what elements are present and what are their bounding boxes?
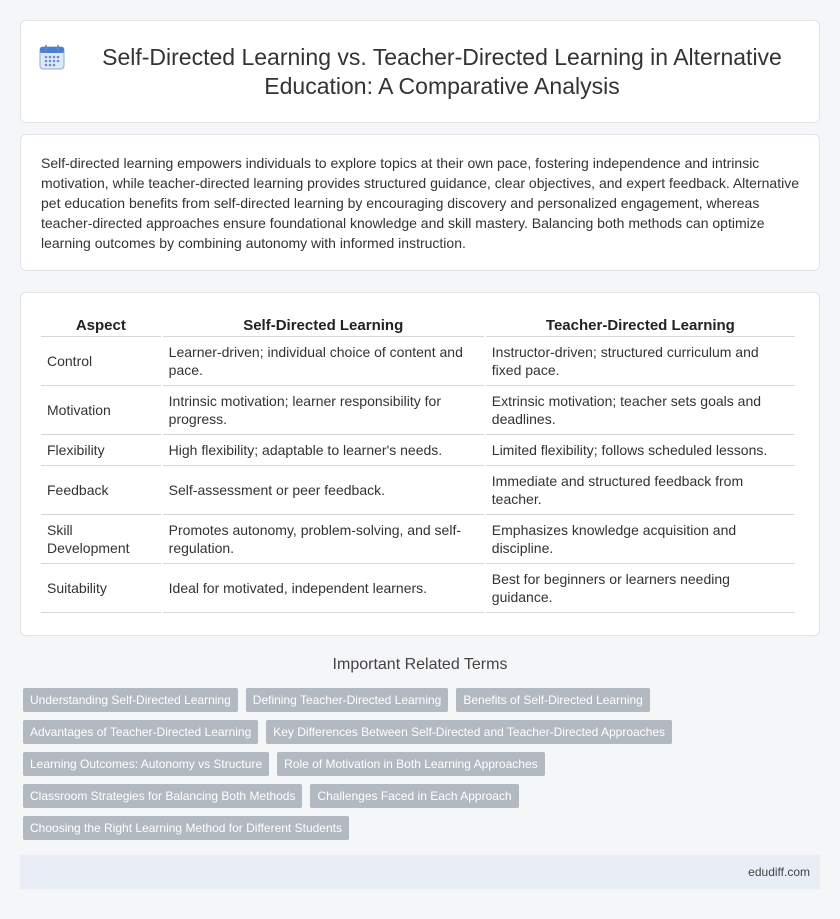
aspect-cell: Control [41, 337, 161, 386]
teacher-directed-cell: Immediate and structured feedback from teacher. [486, 466, 795, 515]
table-row [41, 466, 795, 515]
related-terms-list [23, 688, 823, 840]
intro-card [20, 134, 820, 271]
header-card [20, 20, 820, 123]
related-term-tag[interactable]: Role of Motivation in Both Learning Approaches [277, 752, 545, 776]
column-header-self-directed: Self-Directed Learning [163, 313, 484, 337]
related-term-tag[interactable]: Choosing the Right Learning Method for Different Students [23, 816, 349, 840]
table-row [41, 435, 795, 466]
related-terms-title: Important Related Terms [332, 656, 508, 673]
aspect-cell: Feedback [41, 466, 161, 515]
header-inner [0, 43, 840, 101]
related-term-tag[interactable]: Classroom Strategies for Balancing Both Methods [23, 784, 302, 808]
teacher-directed-cell: Instructor-driven; structured curriculum and fixed pace. [486, 337, 795, 386]
comparison-table-card [20, 292, 820, 636]
table-row [41, 515, 795, 564]
related-term-tag[interactable]: Defining Teacher-Directed Learning [246, 688, 449, 712]
comparison-table [39, 313, 797, 613]
column-header-aspect: Aspect [41, 313, 161, 337]
page-title: Self-Directed Learning vs. Teacher-Directed Learning in Alternative Education: A Comparative Analysis [102, 43, 782, 99]
related-term-tag[interactable]: Benefits of Self-Directed Learning [456, 688, 649, 712]
related-term-tag[interactable]: Understanding Self-Directed Learning [23, 688, 238, 712]
related-term-tag[interactable]: Challenges Faced in Each Approach [310, 784, 518, 808]
column-header-teacher-directed: Teacher-Directed Learning [486, 313, 795, 337]
self-directed-cell: Learner-driven; individual choice of content and pace. [163, 337, 484, 386]
table-header-row [41, 313, 795, 337]
footer-site-link[interactable]: edudiff.com [748, 865, 810, 879]
table-row [41, 564, 795, 613]
footer [20, 855, 820, 889]
self-directed-cell: Self-assessment or peer feedback. [163, 466, 484, 515]
aspect-cell: Motivation [41, 386, 161, 435]
teacher-directed-cell: Emphasizes knowledge acquisition and discipline. [486, 515, 795, 564]
related-term-tag[interactable]: Learning Outcomes: Autonomy vs Structure [23, 752, 269, 776]
aspect-cell: Flexibility [41, 435, 161, 466]
aspect-cell: Suitability [41, 564, 161, 613]
self-directed-cell: High flexibility; adaptable to learner's needs. [163, 435, 484, 466]
self-directed-cell: Intrinsic motivation; learner responsibility for progress. [163, 386, 484, 435]
teacher-directed-cell: Extrinsic motivation; teacher sets goals and deadlines. [486, 386, 795, 435]
teacher-directed-cell: Best for beginners or learners needing guidance. [486, 564, 795, 613]
teacher-directed-cell: Limited flexibility; follows scheduled lessons. [486, 435, 795, 466]
calendar-icon [38, 43, 66, 71]
aspect-cell: Skill Development [41, 515, 161, 564]
intro-paragraph: Self-directed learning empowers individuals to explore topics at their own pace, fostering independence and intrinsic motivation, while teacher-directed learning provides structured guidance, clear objectives, and expert feedback. Alternative pet education benefits from self-directed learning by encouraging discovery and personalized engagement, whereas teacher-directed approaches ensure foundational knowledge and skill mastery. Balancing both methods can optimize learning outcomes by combining autonomy with informed instruction. [41, 155, 799, 251]
table-row [41, 337, 795, 386]
table-row [41, 386, 795, 435]
self-directed-cell: Ideal for motivated, independent learners. [163, 564, 484, 613]
related-term-tag[interactable]: Key Differences Between Self-Directed and Teacher-Directed Approaches [266, 720, 672, 744]
self-directed-cell: Promotes autonomy, problem-solving, and self-regulation. [163, 515, 484, 564]
related-term-tag[interactable]: Advantages of Teacher-Directed Learning [23, 720, 258, 744]
